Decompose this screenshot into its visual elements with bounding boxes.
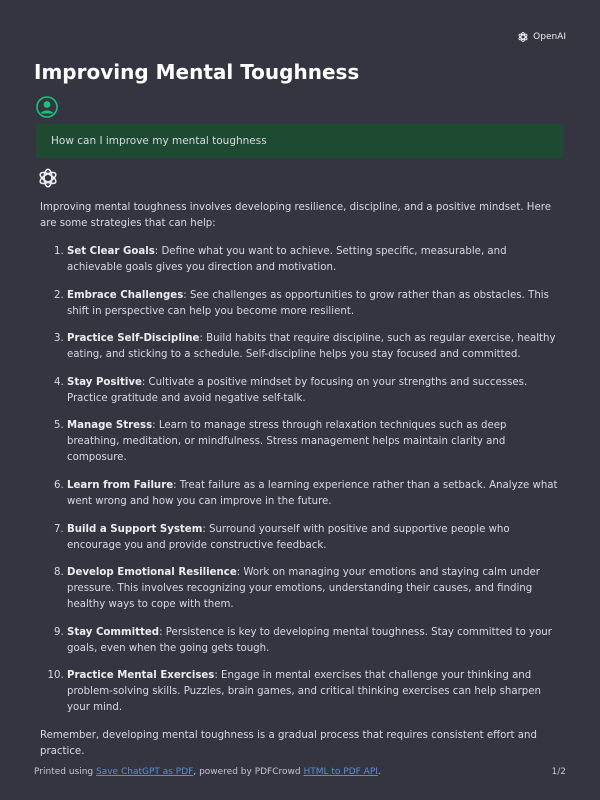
item-heading: Practice Mental Exercises <box>67 670 215 682</box>
item-heading: Embrace Challenges <box>67 289 184 301</box>
list-item <box>67 331 562 363</box>
item-heading: Build a Support System <box>67 523 203 535</box>
item-heading: Stay Committed <box>67 626 160 638</box>
item-heading: Set Clear Goals <box>67 246 155 257</box>
item-text: : Work on managing your emotions and staying calm under pressure. This involves recognizing your emotions, understanding their causes, and finding healthy ways to cope with them. <box>67 567 540 611</box>
item-heading: Develop Emotional Resilience <box>67 567 237 579</box>
user-avatar <box>36 96 58 122</box>
footer-middle: , powered by PDFCrowd <box>193 767 304 777</box>
assistant-message <box>40 200 562 760</box>
item-heading: Learn from Failure <box>67 479 174 491</box>
item-text: : Engage in mental exercises that challenge your thinking and problem-solving skills. Puzzles, brain games, and critical thinking exercises can help sharpen your mind. <box>67 670 541 714</box>
list-item <box>67 478 562 510</box>
chatgpt-logo-icon <box>37 167 59 189</box>
save-chatgpt-pdf-link[interactable]: Save ChatGPT as PDF <box>96 767 194 777</box>
list-item <box>67 522 562 554</box>
footer-credit <box>34 767 381 777</box>
user-avatar-icon <box>36 96 58 118</box>
assistant-avatar <box>37 167 59 193</box>
item-text: : Cultivate a positive mindset by focusing on your strengths and successes. Practice gratitude and avoid negative self-talk. <box>67 376 528 404</box>
page-title: Improving Mental Toughness <box>34 60 360 84</box>
item-text: : Surround yourself with positive and supportive people who encourage you and provide constructive feedback. <box>67 523 510 551</box>
footer-suffix: . <box>377 767 381 777</box>
strategies-list <box>40 244 562 716</box>
list-item <box>67 288 562 320</box>
item-text: : Build habits that require discipline, such as regular exercise, healthy eating, and sticking to a schedule. Self-discipline helps you stay focused and committed. <box>67 333 556 361</box>
list-item <box>67 418 562 466</box>
brand-label: OpenAI <box>533 32 566 42</box>
list-item <box>67 244 562 276</box>
user-message <box>36 124 563 158</box>
page-footer <box>34 767 566 777</box>
item-heading: Stay Positive <box>67 376 142 388</box>
list-item <box>67 375 562 407</box>
item-text: : Define what you want to achieve. Setting specific, measurable, and achievable goals gives you direction and motivation. <box>67 246 507 273</box>
user-message-text: How can I improve my mental toughness <box>51 135 267 147</box>
answer-intro: Improving mental toughness involves developing resilience, discipline, and a positive mindset. Here are some strategies that can help: <box>40 202 551 229</box>
item-text: : Persistence is key to developing mental toughness. Stay committed to your goals, even when the going gets tough. <box>67 626 552 654</box>
answer-closing: Remember, developing mental toughness is a gradual process that requires consistent effort and practice. <box>40 730 537 758</box>
item-text: : See challenges as opportunities to grow rather than as obstacles. This shift in perspective can help you become more resilient. <box>67 289 549 317</box>
item-text: : Treat failure as a learning experience rather than a setback. Analyze what went wrong and how you can improve in the future. <box>67 479 558 507</box>
openai-logo-icon <box>517 31 529 43</box>
list-item <box>67 625 562 657</box>
footer-prefix: Printed using <box>34 767 96 777</box>
list-item <box>67 565 562 613</box>
item-heading: Manage Stress <box>67 420 153 432</box>
html-to-pdf-api-link[interactable]: HTML to PDF API <box>303 767 378 777</box>
item-heading: Practice Self-Discipline <box>67 333 200 345</box>
item-text: : Learn to manage stress through relaxation techniques such as deep breathing, meditation, or mindfulness. Stress management helps maintain clarity and composure. <box>67 420 507 464</box>
page-number: 1/2 <box>551 767 566 777</box>
openai-brand <box>517 31 566 43</box>
list-item <box>67 668 562 716</box>
